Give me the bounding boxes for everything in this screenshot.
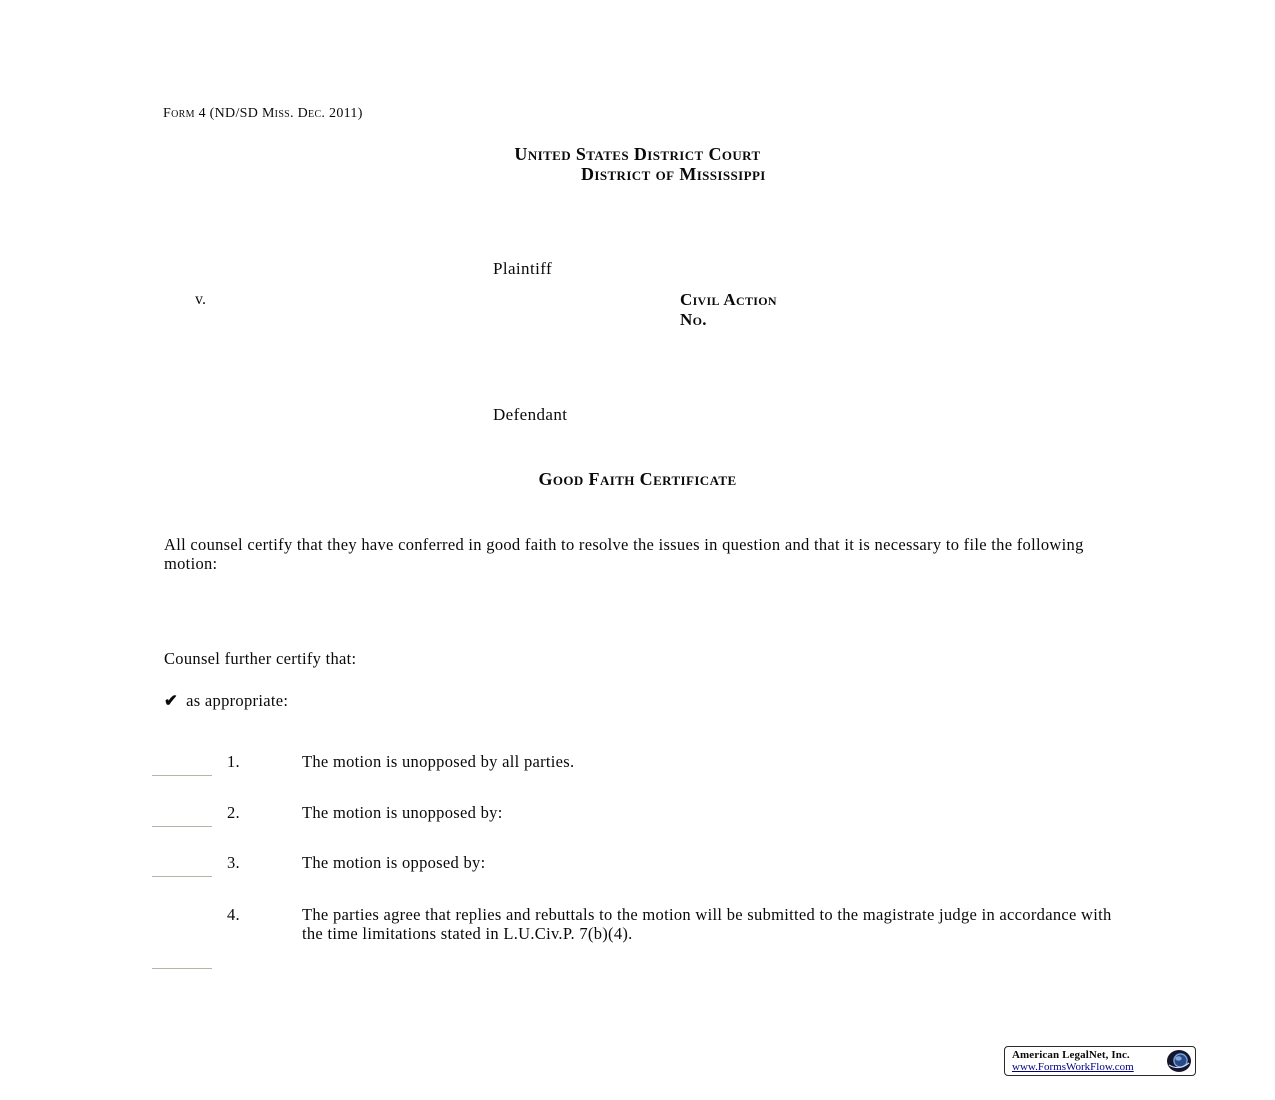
fill-in-blank-1[interactable] [152,775,212,776]
plaintiff-label: Plaintiff [493,259,553,278]
item-2-number: 2. [227,803,240,822]
court-title-line2: District of Mississippi [581,164,766,184]
vendor-footer-box [1004,1046,1196,1076]
globe-icon [1166,1049,1192,1073]
form-number: Form 4 (ND/SD Miss. Dec. 2011) [163,106,363,121]
court-title-line1: United States District Court [514,144,761,164]
item-1-text: The motion is unopposed by all parties. [302,752,575,771]
vendor-url-link[interactable]: www.FormsWorkFlow.com [1012,1061,1134,1073]
item-3-number: 3. [227,853,240,872]
civil-action-line2: No. [680,310,707,329]
defendant-label: Defendant [493,405,568,424]
vendor-footer-text [1012,1049,1134,1073]
document-title: Good Faith Certificate [538,469,737,489]
civil-action-line1: Civil Action [680,290,777,309]
item-4-text: The parties agree that replies and rebuttals to the motion will be submitted to the magistrate judge in accordance with the time limitations stated in L.U.Civ.P. 7(b)(4). [302,905,1112,943]
intro-paragraph: All counsel certify that they have conferred in good faith to resolve the issues in question and that it is necessary to file the following motion: [164,535,1084,573]
checkmark-icon: ✔ [164,691,179,710]
fill-in-blank-3[interactable] [152,876,212,877]
fill-in-blank-2[interactable] [152,826,212,827]
item-2-text: The motion is unopposed by: [302,803,503,822]
fill-in-blank-4[interactable] [152,968,212,969]
certify-line: Counsel further certify that: [164,649,357,668]
item-3-text: The motion is opposed by: [302,853,486,872]
as-appropriate-line [164,691,288,711]
item-4-number: 4. [227,905,240,924]
vendor-company-name: American LegalNet, Inc. [1012,1049,1130,1061]
versus-label: v. [195,291,206,308]
item-1-number: 1. [227,752,240,771]
as-appropriate-label: as appropriate: [186,691,289,710]
civil-action-label [680,290,777,330]
